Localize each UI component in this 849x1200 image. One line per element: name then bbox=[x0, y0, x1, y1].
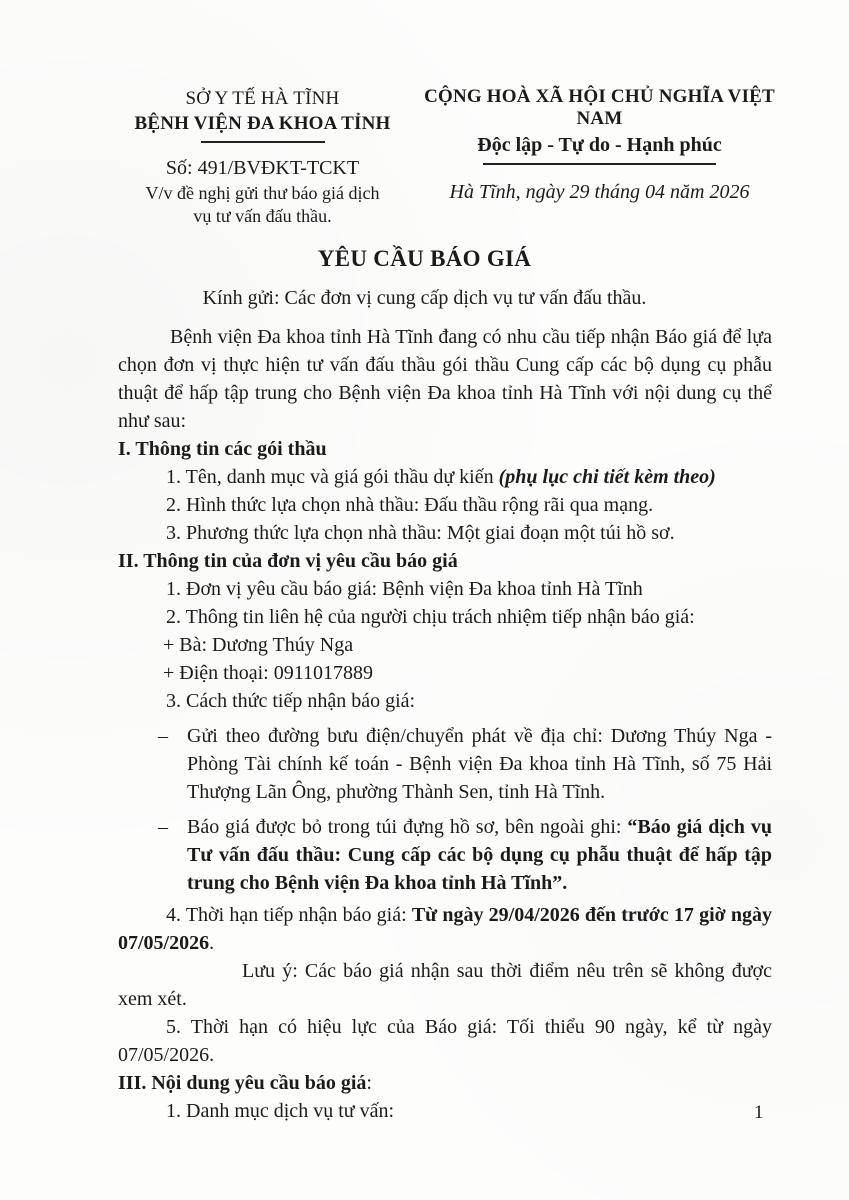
issuing-agency-block bbox=[85, 88, 440, 228]
section-2-item-3: 3. Cách thức tiếp nhận báo giá: bbox=[166, 690, 416, 712]
document-number: Số: 491/BVĐKT-TCKT bbox=[165, 157, 360, 179]
agency-name: BỆNH VIỆN ĐA KHOA TỈNH bbox=[134, 113, 391, 134]
salutation-line: Kính gửi: Các đơn vị cung cấp dịch vụ tư vấn đấu thầu. bbox=[202, 287, 647, 309]
bullet-dash-marker: – bbox=[158, 816, 168, 838]
parent-agency-name: SỞ Y TẾ HÀ TĨNH bbox=[185, 88, 340, 109]
motto-underline bbox=[483, 163, 716, 165]
deadline-period: . bbox=[209, 932, 215, 954]
page-number: 1 bbox=[754, 1102, 764, 1123]
section-2-item-1: 1. Đơn vị yêu cầu báo giá: Bệnh viện Đa khoa tỉnh Hà Tĩnh bbox=[166, 578, 643, 600]
national-title: CỘNG HOÀ XÃ HỘI CHỦ NGHĨA VIỆT NAM bbox=[424, 86, 775, 129]
bullet-dash-marker: – bbox=[158, 725, 168, 747]
agency-underline bbox=[201, 141, 325, 143]
place-and-date: Hà Tĩnh, ngày 29 tháng 04 năm 2026 bbox=[449, 181, 750, 203]
section-1-item-3: 3. Phương thức lựa chọn nhà thầu: Một giai đoạn một túi hồ sơ. bbox=[166, 522, 675, 544]
section-3-heading-text: III. Nội dung yêu cầu báo giá bbox=[118, 1072, 367, 1094]
document-body bbox=[118, 323, 772, 1125]
document-subject bbox=[85, 182, 440, 228]
note-line: Lưu ý: Các báo giá nhận sau thời điểm nêu trên sẽ không được xem xét. bbox=[118, 960, 772, 1010]
section-1-item-1-text: 1. Tên, danh mục và giá gói thầu dự kiến bbox=[166, 466, 499, 488]
section-1-item-2: 2. Hình thức lựa chọn nhà thầu: Đấu thầu rộng rãi qua mạng. bbox=[166, 494, 654, 516]
deadline-value: Từ ngày 29/04/2026 đến trước 17 giờ ngày 07/05/2026 bbox=[118, 904, 772, 954]
section-2-item-2: 2. Thông tin liên hệ của người chịu trách nhiệm tiếp nhận báo giá: bbox=[166, 606, 695, 628]
document-title: YÊU CẦU BÁO GIÁ bbox=[317, 246, 532, 271]
section-2-item-5: 5. Thời hạn có hiệu lực của Báo giá: Tối thiểu 90 ngày, kể từ ngày 07/05/2026. bbox=[118, 1016, 772, 1066]
document-subject-line1: V/v đề nghị gửi thư báo giá dịch bbox=[145, 183, 380, 203]
envelope-label-bold: “Báo giá dịch vụ Tư vấn đấu thầu: Cung cấp các bộ dụng cụ phẫu thuật để hấp tập trung cho Bệnh viện Đa khoa tỉnh Hà Tĩnh”. bbox=[187, 816, 772, 894]
section-2-heading: II. Thông tin của đơn vị yêu cầu báo giá bbox=[118, 550, 458, 572]
contact-phone-line: + Điện thoại: 0911017889 bbox=[163, 662, 373, 684]
section-1-item-1-emphasis: (phụ lục chi tiết kèm theo) bbox=[498, 466, 716, 488]
delivery-method-bullet bbox=[118, 722, 772, 806]
intro-paragraph: Bệnh viện Đa khoa tỉnh Hà Tĩnh đang có nhu cầu tiếp nhận Báo giá để lựa chọn đơn vị thực hiện tư vấn đấu thầu gói thầu Cung cấp các bộ dụng cụ phẫu thuật để hấp tập trung cho Bệnh viện Đa khoa tỉnh Hà Tĩnh với nội dung cụ thể như sau: bbox=[118, 326, 772, 432]
envelope-label-text: Báo giá được bỏ trong túi đựng hồ sơ, bên ngoài ghi: bbox=[187, 816, 628, 838]
national-motto: Độc lập - Tự do - Hạnh phúc bbox=[477, 134, 722, 156]
section-3-heading bbox=[118, 1069, 772, 1097]
section-1-heading: I. Thông tin các gói thầu bbox=[118, 438, 327, 460]
deadline-label: 4. Thời hạn tiếp nhận báo giá: bbox=[166, 904, 412, 926]
section-2-item-4 bbox=[118, 901, 772, 957]
envelope-label-bullet bbox=[118, 813, 772, 897]
section-1-item-1 bbox=[118, 463, 772, 491]
document-header bbox=[0, 0, 849, 232]
contact-name-line: + Bà: Dương Thúy Nga bbox=[163, 634, 354, 656]
section-3-heading-colon: : bbox=[366, 1072, 372, 1094]
document-subject-line2: vụ tư vấn đấu thầu. bbox=[193, 206, 332, 226]
section-3-item-1: 1. Danh mục dịch vụ tư vấn: bbox=[166, 1100, 395, 1122]
national-header-block bbox=[412, 86, 787, 204]
delivery-method-text: Gửi theo đường bưu điện/chuyển phát về địa chỉ: Dương Thúy Nga - Phòng Tài chính kế toán - Bệnh viện Đa khoa tỉnh Hà Tĩnh, số 75 Hải Thượng Lãn Ông, phường Thành Sen, tỉnh Hà Tĩnh. bbox=[187, 725, 772, 803]
